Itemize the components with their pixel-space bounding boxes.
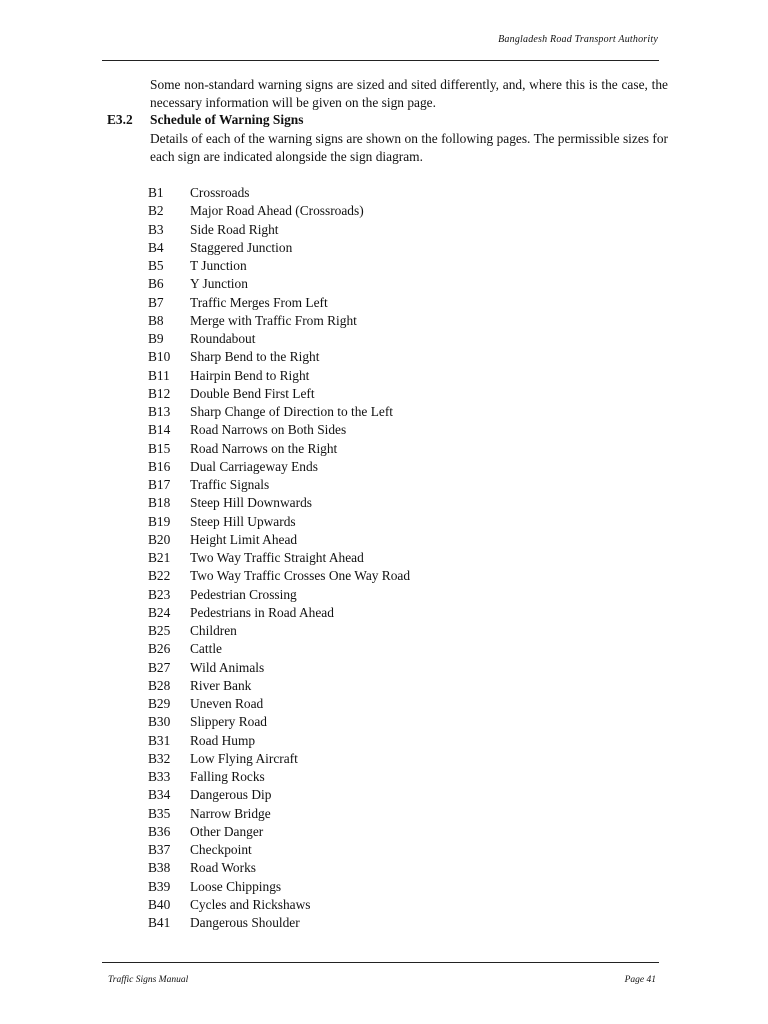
sign-code: B15 bbox=[148, 440, 171, 456]
sign-code: B13 bbox=[148, 404, 171, 419]
sign-code: B8 bbox=[148, 312, 164, 328]
sign-name: Traffic Signals bbox=[190, 477, 270, 492]
sign-list bbox=[148, 184, 410, 932]
sign-name: Narrow Bridge bbox=[190, 805, 271, 821]
sign-list-item bbox=[148, 513, 410, 531]
sign-list-item bbox=[148, 914, 410, 932]
sign-code: B2 bbox=[148, 203, 164, 219]
sign-list-item bbox=[148, 823, 410, 841]
sign-name: Checkpoint bbox=[190, 842, 252, 857]
sign-list-item bbox=[148, 604, 410, 622]
footer-manual-title: Traffic Signs Manual bbox=[108, 975, 189, 985]
sign-list-item bbox=[148, 312, 410, 330]
sign-list-item bbox=[148, 622, 410, 640]
sign-code: B29 bbox=[148, 696, 171, 711]
sign-name: Merge with Traffic From Right bbox=[190, 312, 357, 328]
sign-list-item bbox=[148, 805, 410, 823]
sign-name: Road Narrows on the Right bbox=[190, 440, 338, 456]
sign-list-item bbox=[148, 640, 410, 658]
sign-code: B14 bbox=[148, 422, 171, 438]
sign-list-item bbox=[148, 275, 410, 293]
sign-list-item bbox=[148, 713, 410, 731]
sign-list-item bbox=[148, 348, 410, 366]
sign-code: B30 bbox=[148, 714, 171, 730]
sign-code: B37 bbox=[148, 842, 171, 857]
sign-name: Wild Animals bbox=[190, 659, 265, 675]
sign-list-item bbox=[148, 732, 410, 750]
intro-paragraph: Some non-standard warning signs are sized and sited differently, and, where this is the case, the necessary information will be given on the sign page. bbox=[150, 77, 668, 110]
sign-name: Slippery Road bbox=[190, 714, 267, 730]
sign-list-item bbox=[148, 458, 410, 476]
sign-code: B27 bbox=[148, 659, 171, 675]
sign-code: B6 bbox=[148, 276, 164, 292]
section-title: Schedule of Warning Signs bbox=[150, 112, 304, 127]
sign-name: Steep Hill Upwards bbox=[190, 513, 296, 529]
sign-name: Dangerous Dip bbox=[190, 787, 272, 803]
sign-list-item bbox=[148, 257, 410, 275]
section-details: Details of each of the warning signs are shown on the following pages. The permissible sizes for each sign are indicated alongside the sign diagram. bbox=[150, 131, 668, 164]
sign-name: Cattle bbox=[190, 641, 222, 657]
sign-name: Steep Hill Downwards bbox=[190, 495, 312, 511]
section-number: E3.2 bbox=[107, 112, 133, 127]
sign-list-item bbox=[148, 878, 410, 896]
sign-name: Road Works bbox=[190, 860, 256, 876]
sign-code: B38 bbox=[148, 860, 171, 876]
sign-name: Cycles and Rickshaws bbox=[190, 896, 311, 912]
sign-list-item bbox=[148, 841, 410, 859]
sign-name: Roundabout bbox=[190, 331, 256, 346]
sign-code: B25 bbox=[148, 623, 171, 638]
sign-name: T Junction bbox=[190, 258, 247, 273]
sign-code: B17 bbox=[148, 477, 171, 492]
sign-list-item bbox=[148, 677, 410, 695]
sign-code: B3 bbox=[148, 221, 164, 237]
sign-code: B22 bbox=[148, 568, 171, 584]
sign-name: Other Danger bbox=[190, 823, 264, 839]
sign-list-item bbox=[148, 421, 410, 439]
sign-list-item bbox=[148, 750, 410, 768]
sign-code: B16 bbox=[148, 458, 171, 474]
sign-name: Dual Carriageway Ends bbox=[190, 458, 318, 474]
sign-code: B18 bbox=[148, 495, 171, 511]
sign-code: B28 bbox=[148, 677, 171, 693]
sign-list-item bbox=[148, 202, 410, 220]
sign-code: B33 bbox=[148, 769, 171, 784]
sign-name: Crossroads bbox=[190, 185, 250, 200]
sign-code: B20 bbox=[148, 531, 171, 547]
sign-list-item bbox=[148, 330, 410, 348]
sign-name: Two Way Traffic Crosses One Way Road bbox=[190, 568, 411, 584]
footer-page-number: Page 41 bbox=[624, 975, 656, 985]
sign-list-item bbox=[148, 859, 410, 877]
sign-list-item bbox=[148, 659, 410, 677]
sign-list-item bbox=[148, 440, 410, 458]
sign-code: B5 bbox=[148, 258, 164, 273]
sign-list-item bbox=[148, 367, 410, 385]
sign-code: B12 bbox=[148, 385, 171, 401]
sign-name: Side Road Right bbox=[190, 221, 279, 237]
sign-name: Uneven Road bbox=[190, 696, 264, 711]
sign-code: B34 bbox=[148, 787, 171, 803]
sign-code: B31 bbox=[148, 732, 171, 748]
sign-name: Road Narrows on Both Sides bbox=[190, 422, 347, 438]
sign-list-item bbox=[148, 567, 410, 585]
sign-list-item bbox=[148, 549, 410, 567]
sign-code: B24 bbox=[148, 604, 171, 620]
sign-list-item bbox=[148, 239, 410, 257]
sign-code: B1 bbox=[148, 185, 164, 200]
sign-code: B11 bbox=[148, 367, 170, 383]
sign-code: B21 bbox=[148, 550, 171, 565]
sign-name: Falling Rocks bbox=[190, 769, 265, 784]
sign-list-item bbox=[148, 896, 410, 914]
sign-list-item bbox=[148, 476, 410, 494]
sign-name: Traffic Merges From Left bbox=[190, 294, 328, 310]
sign-code: B19 bbox=[148, 513, 171, 529]
sign-list-item bbox=[148, 786, 410, 804]
sign-code: B36 bbox=[148, 823, 171, 839]
sign-name: Sharp Change of Direction to the Left bbox=[190, 404, 394, 419]
sign-name: Staggered Junction bbox=[190, 239, 293, 255]
sign-name: Pedestrian Crossing bbox=[190, 586, 297, 602]
sign-name: Sharp Bend to the Right bbox=[190, 349, 320, 365]
sign-list-item bbox=[148, 695, 410, 713]
sign-name: Hairpin Bend to Right bbox=[190, 367, 310, 383]
sign-list-item bbox=[148, 403, 410, 421]
sign-code: B39 bbox=[148, 878, 171, 894]
sign-name: Children bbox=[190, 623, 237, 638]
sign-list-item bbox=[148, 385, 410, 403]
sign-code: B35 bbox=[148, 805, 171, 821]
sign-list-item bbox=[148, 184, 410, 202]
sign-code: B9 bbox=[148, 331, 164, 346]
sign-code: B32 bbox=[148, 750, 171, 766]
sign-name: Loose Chippings bbox=[190, 878, 282, 894]
sign-name: River Bank bbox=[190, 677, 252, 693]
sign-code: B26 bbox=[148, 641, 171, 657]
sign-code: B4 bbox=[148, 239, 164, 255]
sign-name: Two Way Traffic Straight Ahead bbox=[190, 550, 364, 565]
sign-code: B7 bbox=[148, 294, 164, 310]
sign-code: B23 bbox=[148, 586, 171, 602]
sign-name: Y Junction bbox=[190, 276, 248, 292]
sign-list-item bbox=[148, 531, 410, 549]
sign-name: Pedestrians in Road Ahead bbox=[190, 604, 334, 620]
sign-list-item bbox=[148, 294, 410, 312]
sign-list-item bbox=[148, 494, 410, 512]
footer-divider bbox=[102, 962, 659, 963]
header-authority: Bangladesh Road Transport Authority bbox=[498, 34, 658, 45]
sign-name: Major Road Ahead (Crossroads) bbox=[190, 203, 364, 219]
sign-list-item bbox=[148, 586, 410, 604]
sign-name: Low Flying Aircraft bbox=[190, 750, 298, 766]
sign-list-item bbox=[148, 221, 410, 239]
sign-code: B10 bbox=[148, 349, 171, 365]
sign-name: Height Limit Ahead bbox=[190, 531, 298, 547]
sign-name: Road Hump bbox=[190, 732, 256, 748]
sign-name: Double Bend First Left bbox=[190, 385, 315, 401]
sign-code: B40 bbox=[148, 896, 171, 912]
sign-list-item bbox=[148, 768, 410, 786]
sign-code: B41 bbox=[148, 915, 171, 930]
sign-name: Dangerous Shoulder bbox=[190, 915, 300, 930]
header-divider bbox=[102, 60, 659, 61]
